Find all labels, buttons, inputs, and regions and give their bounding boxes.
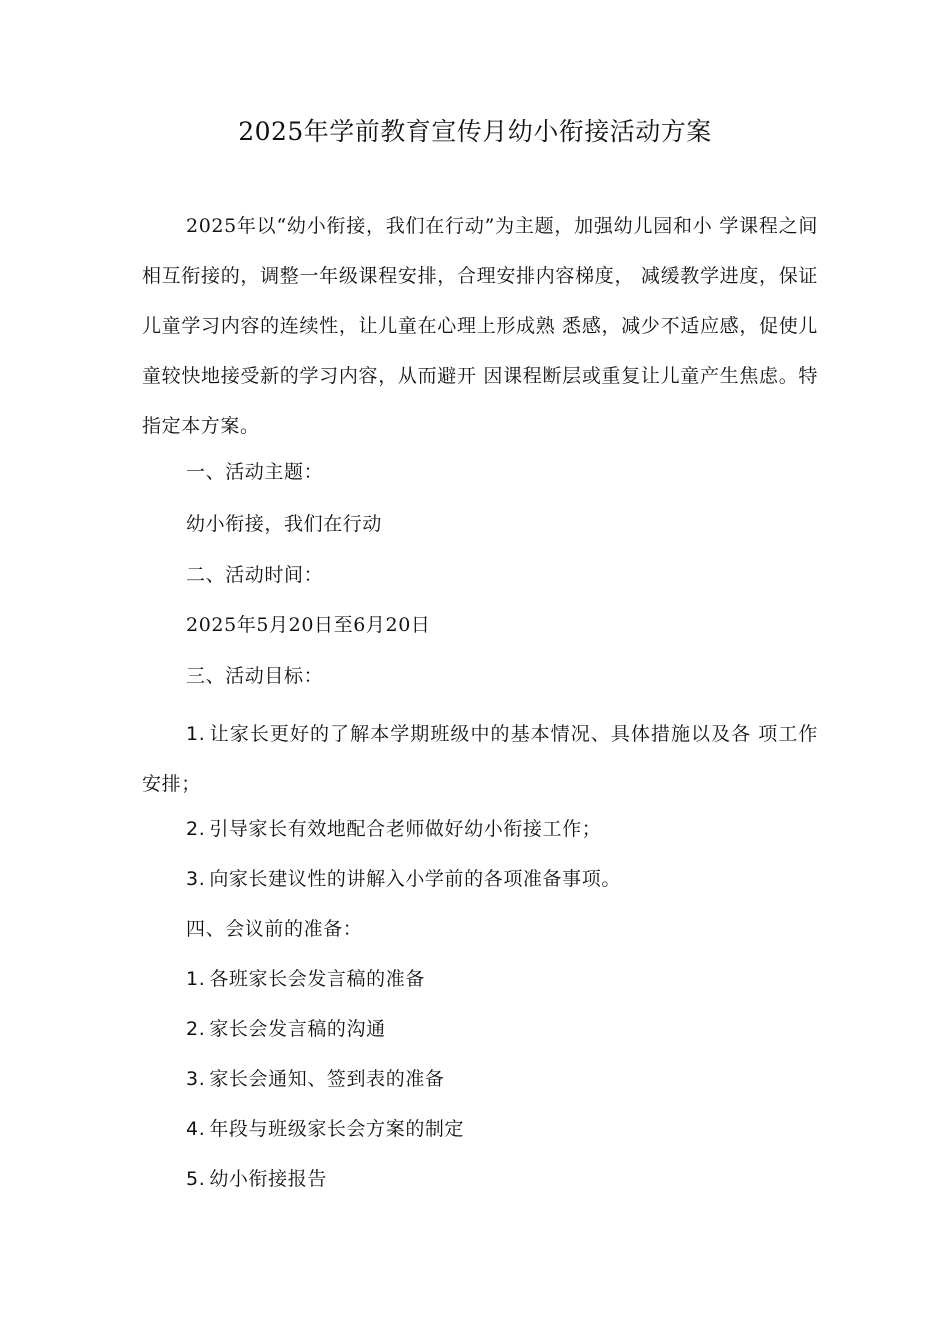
goal-item-text: 让家长更好的了解本学期班级中的基本情况、具体措施以及各 项工作安排；	[142, 723, 818, 795]
prep-item-text: 幼小衔接报告	[209, 1168, 327, 1190]
section-2-content: 2025年5月20日至6月20日	[186, 614, 431, 636]
document-title: 2025年学前教育宣传月幼小衔接活动方案	[238, 117, 712, 146]
prep-item-text: 各班家长会发言稿的准备	[209, 968, 425, 990]
prep-item-number: 3.	[186, 1068, 206, 1090]
prep-item-number: 2.	[186, 1018, 206, 1040]
goal-item-number: 1.	[186, 723, 206, 745]
section-1-content: 幼小衔接，我们在行动	[186, 513, 383, 535]
prep-item-text: 家长会发言稿的沟通	[209, 1018, 386, 1040]
prep-item-3	[186, 1061, 445, 1097]
prep-item-number: 1.	[186, 968, 206, 990]
prep-item-text: 年段与班级家长会方案的制定	[209, 1118, 465, 1140]
intro-paragraph: 2025年以“幼小衔接，我们在行动”为主题，加强幼儿园和小 学课程之间相互衔接的，调整一年级课程安排，合理安排内容梯度， 减缓教学进度，保证儿童学习内容的连续性，让儿童在心理上形成熟 悉感，减少不适应感，促使儿童较快地接受新的学习内容，从而避开 因课程断层或重复让儿童产生焦虑。特指定本方案。	[142, 215, 818, 437]
prep-item-number: 4.	[186, 1118, 206, 1140]
goal-item-2	[186, 811, 601, 847]
section-3-heading: 三、活动目标：	[186, 665, 324, 687]
prep-item-text: 家长会通知、签到表的准备	[209, 1068, 445, 1090]
prep-item-4	[186, 1111, 464, 1147]
goal-item-text: 向家长建议性的讲解入小学前的各项准备事项。	[209, 868, 621, 890]
goal-item-number: 2.	[186, 818, 206, 840]
section-2-heading: 二、活动时间：	[186, 564, 324, 586]
goal-item-text: 引导家长有效地配合老师做好幼小衔接工作；	[209, 818, 602, 840]
goal-item-3	[186, 861, 621, 897]
prep-item-2	[186, 1011, 386, 1047]
section-1-heading: 一、活动主题：	[186, 461, 324, 483]
prep-item-5	[186, 1161, 327, 1197]
goal-item-number: 3.	[186, 868, 206, 890]
goal-item-1	[142, 709, 818, 809]
prep-item-1	[186, 961, 425, 997]
prep-item-number: 5.	[186, 1168, 206, 1190]
section-4-heading: 四、会议前的准备：	[186, 918, 363, 940]
